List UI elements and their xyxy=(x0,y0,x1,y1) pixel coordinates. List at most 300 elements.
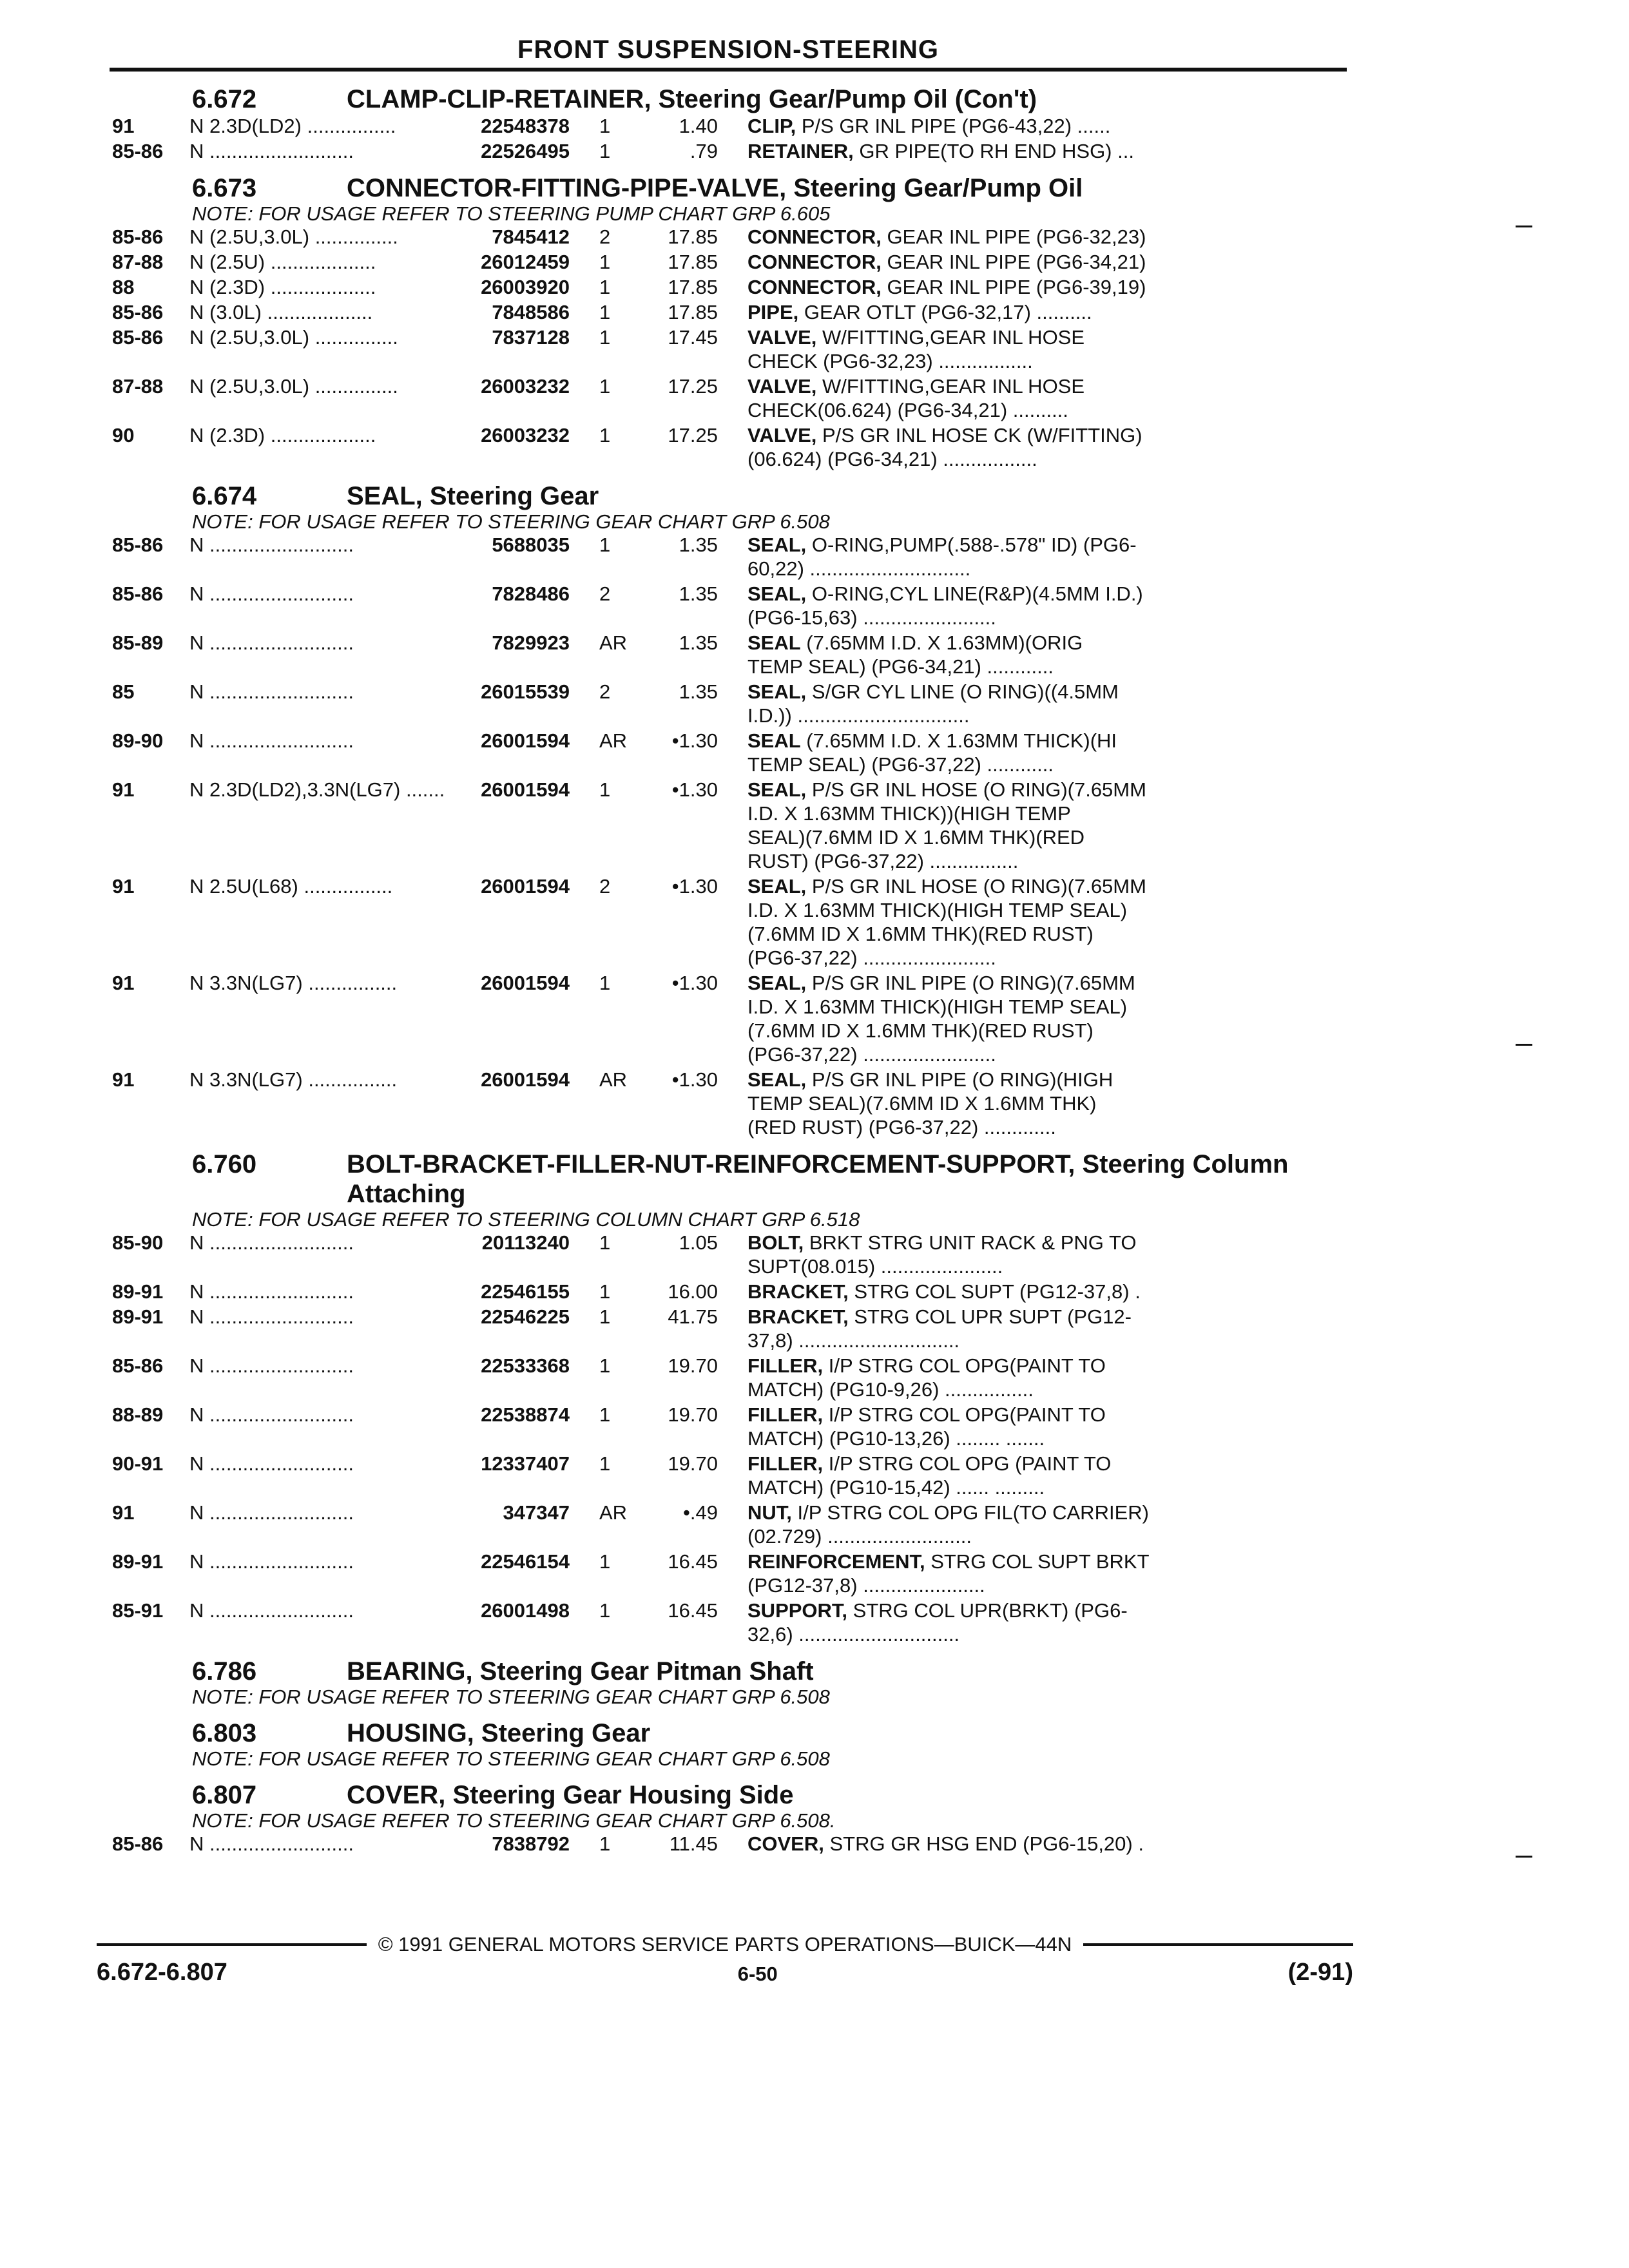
part-detail: GEAR INL PIPE (PG6-39,19) xyxy=(881,276,1146,298)
part-description xyxy=(718,250,1347,274)
section-heading xyxy=(110,1149,1347,1209)
part-name: VALVE, xyxy=(747,375,817,398)
section-heading xyxy=(110,1657,1347,1686)
part-description xyxy=(718,423,1347,471)
part-name: SEAL xyxy=(747,729,801,752)
part-name: SEAL, xyxy=(747,972,807,994)
parts-catalog-page xyxy=(110,35,1347,1856)
part-model: N 3.3N(LG7) ................ xyxy=(189,972,398,994)
part-price: 19.70 xyxy=(668,1403,718,1426)
part-quantity: 1 xyxy=(599,276,611,298)
part-price: 1.40 xyxy=(679,115,718,137)
part-years: 91 xyxy=(112,1068,135,1091)
part-price: 16.00 xyxy=(668,1280,718,1303)
part-detail: O-RING,PUMP(.588-.578" ID) (PG6- 60,22) ............................. xyxy=(747,533,1137,580)
part-row xyxy=(110,1305,1347,1352)
part-row xyxy=(110,971,1347,1066)
page-header: FRONT SUSPENSION-STEERING xyxy=(517,35,939,64)
part-years: 85-86 xyxy=(112,326,164,349)
part-name: CONNECTOR, xyxy=(747,276,882,298)
part-model: N .......................... xyxy=(189,729,354,752)
part-price: 1.35 xyxy=(679,631,718,654)
section-number: 6.760 xyxy=(192,1150,257,1178)
part-years: 91 xyxy=(112,875,135,898)
part-years: 89-91 xyxy=(112,1280,164,1303)
part-row xyxy=(110,275,1347,299)
part-row xyxy=(110,300,1347,324)
part-number: 22548378 xyxy=(481,115,570,137)
part-quantity: 1 xyxy=(599,972,611,994)
part-number: 26015539 xyxy=(481,680,570,703)
part-description xyxy=(718,1452,1347,1499)
footer-copyright: © 1991 GENERAL MOTORS SERVICE PARTS OPERATIONS—BUICK—44N xyxy=(378,1933,1072,1956)
part-detail: GEAR INL PIPE (PG6-34,21) xyxy=(881,251,1146,273)
part-detail: STRG COL SUPT BRKT (PG12-37,8) ...................... xyxy=(747,1550,1150,1597)
part-description xyxy=(718,729,1347,776)
section-6-673 xyxy=(110,173,1347,471)
part-detail: BRKT STRG UNIT RACK & PNG TO SUPT(08.015) ...................... xyxy=(747,1231,1137,1278)
section-heading xyxy=(110,1718,1347,1748)
part-quantity: 1 xyxy=(599,533,611,556)
part-years: 85-91 xyxy=(112,1599,164,1622)
part-number: 26001594 xyxy=(481,1068,570,1091)
part-price: 17.85 xyxy=(668,251,718,273)
part-description xyxy=(718,1305,1347,1352)
part-name: CONNECTOR, xyxy=(747,251,882,273)
part-price: •1.30 xyxy=(671,972,718,994)
part-model: N 2.5U(L68) ................ xyxy=(189,875,393,898)
part-detail: P/S GR INL PIPE (O RING)(HIGH TEMP SEAL)(7.6MM ID X 1.6MM THK) (RED RUST) (PG6-37,22) ............. xyxy=(747,1068,1113,1139)
part-price: 1.05 xyxy=(679,1231,718,1254)
part-number: 7829923 xyxy=(492,631,570,654)
part-description xyxy=(718,325,1347,373)
section-title: BOLT-BRACKET-FILLER-NUT-REINFORCEMENT-SUPPORT, Steering Column Attaching xyxy=(347,1150,1289,1208)
part-number: 22546225 xyxy=(481,1305,570,1328)
part-number: 22538874 xyxy=(481,1403,570,1426)
part-model: N .......................... xyxy=(189,680,354,703)
part-row xyxy=(110,423,1347,471)
part-name: VALVE, xyxy=(747,424,817,447)
part-years: 90-91 xyxy=(112,1452,164,1475)
section-6-672 xyxy=(110,84,1347,163)
part-detail: STRG COL SUPT (PG12-37,8) . xyxy=(848,1280,1141,1303)
part-name: PIPE, xyxy=(747,301,799,323)
part-name: FILLER, xyxy=(747,1403,824,1426)
part-detail: STRG COL UPR(BRKT) (PG6- 32,6) ............................. xyxy=(747,1599,1128,1646)
part-description xyxy=(718,1832,1347,1856)
part-row xyxy=(110,1832,1347,1856)
part-model: N .......................... xyxy=(189,1832,354,1855)
part-price: .79 xyxy=(689,140,718,162)
part-model: N .......................... xyxy=(189,1280,354,1303)
part-price: •1.30 xyxy=(671,1068,718,1091)
part-detail: (7.65MM I.D. X 1.63MM)(ORIG TEMP SEAL) (PG6-34,21) ............ xyxy=(747,631,1083,678)
part-price: •1.30 xyxy=(671,875,718,898)
part-number: 7845412 xyxy=(492,226,570,248)
part-years: 85-90 xyxy=(112,1231,164,1254)
part-description xyxy=(718,1354,1347,1401)
footer-section-range: 6.672-6.807 xyxy=(97,1959,227,1986)
part-row xyxy=(110,680,1347,727)
part-price: 1.35 xyxy=(679,582,718,605)
part-detail: W/FITTING,GEAR INL HOSE CHECK(06.624) (PG6-34,21) .......... xyxy=(747,375,1085,421)
part-row xyxy=(110,778,1347,873)
part-number: 26001594 xyxy=(481,875,570,898)
section-number: 6.807 xyxy=(192,1781,257,1809)
section-note: NOTE: FOR USAGE REFER TO STEERING COLUMN CHART GRP 6.518 xyxy=(192,1208,860,1231)
part-number: 7848586 xyxy=(492,301,570,323)
part-model: N .......................... xyxy=(189,631,354,654)
part-price: 17.85 xyxy=(668,226,718,248)
part-name: FILLER, xyxy=(747,1354,824,1377)
part-years: 88 xyxy=(112,276,135,298)
footer-page-number: 6-50 xyxy=(737,1963,778,1985)
part-description xyxy=(718,1068,1347,1139)
part-name: COVER, xyxy=(747,1832,824,1855)
part-quantity: 1 xyxy=(599,1550,611,1573)
part-row xyxy=(110,533,1347,581)
part-quantity: AR xyxy=(599,1501,628,1524)
part-number: 7828486 xyxy=(492,582,570,605)
section-title: CONNECTOR-FITTING-PIPE-VALVE, Steering Gear/Pump Oil xyxy=(347,174,1083,202)
part-detail: (7.65MM I.D. X 1.63MM THICK)(HI TEMP SEAL) (PG6-37,22) ............ xyxy=(747,729,1117,776)
section-heading xyxy=(110,173,1347,203)
part-detail: STRG COL UPR SUPT (PG12- 37,8) ............................. xyxy=(747,1305,1132,1352)
part-detail: P/S GR INL HOSE CK (W/FITTING) (06.624) (PG6-34,21) ................. xyxy=(747,424,1142,470)
part-description xyxy=(718,778,1347,873)
part-detail: GEAR OTLT (PG6-32,17) .......... xyxy=(798,301,1092,323)
part-name: SEAL, xyxy=(747,778,807,801)
part-name: CLIP, xyxy=(747,115,796,137)
part-name: CONNECTOR, xyxy=(747,226,882,248)
part-row xyxy=(110,139,1347,163)
part-model: N 3.3N(LG7) ................ xyxy=(189,1068,398,1091)
part-quantity: 2 xyxy=(599,582,611,605)
part-price: 17.25 xyxy=(668,375,718,398)
part-model: N .......................... xyxy=(189,1550,354,1573)
part-number: 7837128 xyxy=(492,326,570,349)
part-price: 16.45 xyxy=(668,1550,718,1573)
section-6-674 xyxy=(110,481,1347,1139)
part-detail: P/S GR INL HOSE (O RING)(7.65MM I.D. X 1.63MM THICK))(HIGH TEMP SEAL)(7.6MM ID X 1.6MM THK)(RED RUST) (PG6-37,22) ................ xyxy=(747,778,1146,872)
part-name: SUPPORT, xyxy=(747,1599,848,1622)
part-detail: I/P STRG COL OPG(PAINT TO MATCH) (PG10-13,26) ........ ....... xyxy=(747,1403,1106,1450)
section-title: SEAL, Steering Gear xyxy=(347,482,599,510)
part-years: 90 xyxy=(112,424,135,447)
part-model: N .......................... xyxy=(189,1599,354,1622)
part-model: N .......................... xyxy=(189,140,354,162)
part-detail: O-RING,CYL LINE(R&P)(4.5MM I.D.) (PG6-15,63) ........................ xyxy=(747,582,1143,629)
part-name: SEAL, xyxy=(747,1068,807,1091)
part-row xyxy=(110,631,1347,678)
section-note: NOTE: FOR USAGE REFER TO STEERING GEAR CHART GRP 6.508 xyxy=(192,510,830,533)
section-number: 6.674 xyxy=(192,482,257,510)
part-price: 17.85 xyxy=(668,301,718,323)
part-name: SEAL xyxy=(747,631,801,654)
header-rule xyxy=(110,68,1347,72)
part-row xyxy=(110,250,1347,274)
section-heading xyxy=(110,1780,1347,1810)
section-note: NOTE: FOR USAGE REFER TO STEERING GEAR CHART GRP 6.508 xyxy=(192,1747,830,1770)
part-row xyxy=(110,1599,1347,1646)
part-description xyxy=(718,874,1347,970)
part-row xyxy=(110,1452,1347,1499)
part-model: N (2.5U,3.0L) ............... xyxy=(189,375,398,398)
part-years: 87-88 xyxy=(112,251,164,273)
part-description xyxy=(718,374,1347,422)
part-quantity: 2 xyxy=(599,226,611,248)
part-price: 1.35 xyxy=(679,680,718,703)
part-quantity: 1 xyxy=(599,140,611,162)
section-note: NOTE: FOR USAGE REFER TO STEERING GEAR CHART GRP 6.508 xyxy=(192,1686,830,1708)
section-6-807 xyxy=(110,1780,1347,1856)
part-number: 7838792 xyxy=(492,1832,570,1855)
sections-container xyxy=(110,84,1347,1856)
part-description xyxy=(718,971,1347,1066)
part-quantity: AR xyxy=(599,631,628,654)
part-name: FILLER, xyxy=(747,1452,824,1475)
part-number: 26012459 xyxy=(481,251,570,273)
section-title: CLAMP-CLIP-RETAINER, Steering Gear/Pump Oil (Con't) xyxy=(347,85,1037,113)
section-number: 6.786 xyxy=(192,1657,257,1686)
part-price: 17.85 xyxy=(668,276,718,298)
part-number: 347347 xyxy=(503,1501,570,1524)
section-heading xyxy=(110,481,1347,511)
part-name: BRACKET, xyxy=(747,1305,849,1328)
part-model: N .......................... xyxy=(189,1354,354,1377)
part-description xyxy=(718,631,1347,678)
part-row xyxy=(110,729,1347,776)
part-quantity: 1 xyxy=(599,115,611,137)
part-price: 41.75 xyxy=(668,1305,718,1328)
section-6-760 xyxy=(110,1149,1347,1646)
part-model: N .......................... xyxy=(189,1305,354,1328)
part-number: 26001594 xyxy=(481,778,570,801)
part-name: RETAINER, xyxy=(747,140,854,162)
part-name: SEAL, xyxy=(747,582,807,605)
part-years: 85-86 xyxy=(112,301,164,323)
part-description xyxy=(718,300,1347,324)
part-row xyxy=(110,374,1347,422)
part-price: 16.45 xyxy=(668,1599,718,1622)
section-title: HOUSING, Steering Gear xyxy=(347,1719,651,1747)
part-model: N .......................... xyxy=(189,1501,354,1524)
part-number: 22546155 xyxy=(481,1280,570,1303)
part-quantity: 1 xyxy=(599,375,611,398)
part-years: 91 xyxy=(112,778,135,801)
part-quantity: 2 xyxy=(599,680,611,703)
part-years: 85-86 xyxy=(112,1354,164,1377)
part-row xyxy=(110,1501,1347,1548)
part-quantity: 1 xyxy=(599,1231,611,1254)
part-years: 89-91 xyxy=(112,1305,164,1328)
part-price: 19.70 xyxy=(668,1452,718,1475)
part-row xyxy=(110,325,1347,373)
part-quantity: 1 xyxy=(599,251,611,273)
part-number: 26003232 xyxy=(481,424,570,447)
part-price: •1.30 xyxy=(671,729,718,752)
part-model: N .......................... xyxy=(189,1403,354,1426)
part-number: 22526495 xyxy=(481,140,570,162)
part-description xyxy=(718,582,1347,629)
part-quantity: 1 xyxy=(599,301,611,323)
part-quantity: 1 xyxy=(599,778,611,801)
part-detail: P/S GR INL PIPE (PG6-43,22) ...... xyxy=(796,115,1111,137)
part-description xyxy=(718,533,1347,581)
part-description xyxy=(718,1550,1347,1597)
part-number: 26001594 xyxy=(481,729,570,752)
part-name: REINFORCEMENT, xyxy=(747,1550,925,1573)
section-number: 6.672 xyxy=(192,85,257,113)
part-years: 89-91 xyxy=(112,1550,164,1573)
part-number: 22533368 xyxy=(481,1354,570,1377)
part-quantity: 1 xyxy=(599,326,611,349)
part-years: 85-86 xyxy=(112,140,164,162)
part-number: 26001498 xyxy=(481,1599,570,1622)
part-years: 85-89 xyxy=(112,631,164,654)
part-quantity: AR xyxy=(599,1068,628,1091)
part-quantity: 1 xyxy=(599,1832,611,1855)
part-row xyxy=(110,1068,1347,1139)
section-heading xyxy=(110,84,1347,114)
part-row xyxy=(110,225,1347,249)
part-model: N (2.5U) ................... xyxy=(189,251,376,273)
part-name: SEAL, xyxy=(747,680,807,703)
part-name: BRACKET, xyxy=(747,1280,849,1303)
part-quantity: 1 xyxy=(599,1305,611,1328)
part-detail: P/S GR INL PIPE (O RING)(7.65MM I.D. X 1.63MM THICK)(HIGH TEMP SEAL) (7.6MM ID X 1.6MM THK)(RED RUST) (PG6-37,22) ........................ xyxy=(747,972,1135,1066)
part-quantity: 1 xyxy=(599,1452,611,1475)
part-years: 91 xyxy=(112,972,135,994)
margin-tick xyxy=(1516,1856,1532,1858)
part-row xyxy=(110,874,1347,970)
part-price: •1.30 xyxy=(671,778,718,801)
part-row xyxy=(110,1354,1347,1401)
part-model: N (2.5U,3.0L) ............... xyxy=(189,326,398,349)
part-description xyxy=(718,680,1347,727)
part-number: 26003232 xyxy=(481,375,570,398)
part-description xyxy=(718,139,1347,163)
part-name: NUT, xyxy=(747,1501,792,1524)
part-name: VALVE, xyxy=(747,326,817,349)
part-number: 26003920 xyxy=(481,276,570,298)
part-quantity: 1 xyxy=(599,1354,611,1377)
part-years: 91 xyxy=(112,1501,135,1524)
part-years: 85-86 xyxy=(112,582,164,605)
part-row xyxy=(110,582,1347,629)
part-name: SEAL, xyxy=(747,875,807,898)
part-model: N .......................... xyxy=(189,533,354,556)
part-price: 11.45 xyxy=(669,1832,718,1855)
part-number: 22546154 xyxy=(481,1550,570,1573)
part-detail: STRG GR HSG END (PG6-15,20) . xyxy=(824,1832,1144,1855)
part-price: 17.45 xyxy=(668,326,718,349)
margin-tick xyxy=(1516,1044,1532,1046)
page-footer xyxy=(97,1933,1353,1986)
part-number: 12337407 xyxy=(481,1452,570,1475)
part-detail: I/P STRG COL OPG FIL(TO CARRIER) (02.729) .......................... xyxy=(747,1501,1149,1548)
footer-revision-date: (2-91) xyxy=(1287,1959,1353,1986)
part-name: SEAL, xyxy=(747,533,807,556)
part-description xyxy=(718,225,1347,249)
part-detail: I/P STRG COL OPG(PAINT TO MATCH) (PG10-9,26) ................ xyxy=(747,1354,1106,1401)
part-description xyxy=(718,114,1347,138)
part-quantity: AR xyxy=(599,729,628,752)
part-description xyxy=(718,1280,1347,1303)
part-description xyxy=(718,1231,1347,1278)
margin-tick xyxy=(1516,226,1532,227)
part-description xyxy=(718,1599,1347,1646)
part-description xyxy=(718,1501,1347,1548)
footer-rule-left xyxy=(97,1943,367,1946)
part-detail: GEAR INL PIPE (PG6-32,23) xyxy=(881,226,1146,248)
section-note: NOTE: FOR USAGE REFER TO STEERING PUMP CHART GRP 6.605 xyxy=(192,202,831,225)
part-quantity: 1 xyxy=(599,1403,611,1426)
part-model: N (2.3D) ................... xyxy=(189,276,376,298)
part-number: 26001594 xyxy=(481,972,570,994)
part-model: N (2.5U,3.0L) ............... xyxy=(189,226,398,248)
part-quantity: 1 xyxy=(599,424,611,447)
part-price: •.49 xyxy=(683,1501,718,1524)
part-detail: I/P STRG COL OPG (PAINT TO MATCH) (PG10-15,42) ...... ......... xyxy=(747,1452,1112,1499)
section-number: 6.803 xyxy=(192,1719,257,1747)
part-price: 17.25 xyxy=(668,424,718,447)
part-model: N (2.3D) ................... xyxy=(189,424,376,447)
part-row xyxy=(110,114,1347,138)
section-note: NOTE: FOR USAGE REFER TO STEERING GEAR CHART GRP 6.508. xyxy=(192,1809,836,1832)
part-years: 88-89 xyxy=(112,1403,164,1426)
part-number: 5688035 xyxy=(492,533,570,556)
part-years: 85-86 xyxy=(112,533,164,556)
part-quantity: 1 xyxy=(599,1599,611,1622)
part-model: N 2.3D(LD2) ................ xyxy=(189,115,396,137)
part-model: N (3.0L) ................... xyxy=(189,301,373,323)
part-detail: GR PIPE(TO RH END HSG) ... xyxy=(853,140,1134,162)
part-detail: P/S GR INL HOSE (O RING)(7.65MM I.D. X 1.63MM THICK)(HIGH TEMP SEAL) (7.6MM ID X 1.6MM THK)(RED RUST) (PG6-37,22) ........................ xyxy=(747,875,1146,969)
part-model: N .......................... xyxy=(189,1231,354,1254)
part-number: 20113240 xyxy=(481,1231,570,1254)
part-quantity: 2 xyxy=(599,875,611,898)
part-detail: S/GR CYL LINE (O RING)((4.5MM I.D.)) ............................... xyxy=(747,680,1119,727)
part-years: 85 xyxy=(112,680,135,703)
section-number: 6.673 xyxy=(192,174,257,202)
section-title: COVER, Steering Gear Housing Side xyxy=(347,1781,794,1809)
part-years: 91 xyxy=(112,115,135,137)
part-model: N .......................... xyxy=(189,582,354,605)
part-name: BOLT, xyxy=(747,1231,804,1254)
part-model: N .......................... xyxy=(189,1452,354,1475)
part-years: 89-90 xyxy=(112,729,164,752)
part-row xyxy=(110,1550,1347,1597)
part-description xyxy=(718,275,1347,299)
part-row xyxy=(110,1280,1347,1303)
part-years: 87-88 xyxy=(112,375,164,398)
part-quantity: 1 xyxy=(599,1280,611,1303)
part-years: 85-86 xyxy=(112,1832,164,1855)
part-price: 1.35 xyxy=(679,533,718,556)
part-row xyxy=(110,1403,1347,1450)
part-detail: W/FITTING,GEAR INL HOSE CHECK (PG6-32,23) ................. xyxy=(747,326,1085,372)
part-description xyxy=(718,1403,1347,1450)
part-years: 85-86 xyxy=(112,226,164,248)
section-title: BEARING, Steering Gear Pitman Shaft xyxy=(347,1657,814,1686)
part-row xyxy=(110,1231,1347,1278)
part-model: N 2.3D(LD2),3.3N(LG7) ....... xyxy=(189,778,445,801)
section-6-786 xyxy=(110,1657,1347,1708)
section-6-803 xyxy=(110,1718,1347,1770)
part-price: 19.70 xyxy=(668,1354,718,1377)
footer-rule-right xyxy=(1083,1943,1353,1946)
